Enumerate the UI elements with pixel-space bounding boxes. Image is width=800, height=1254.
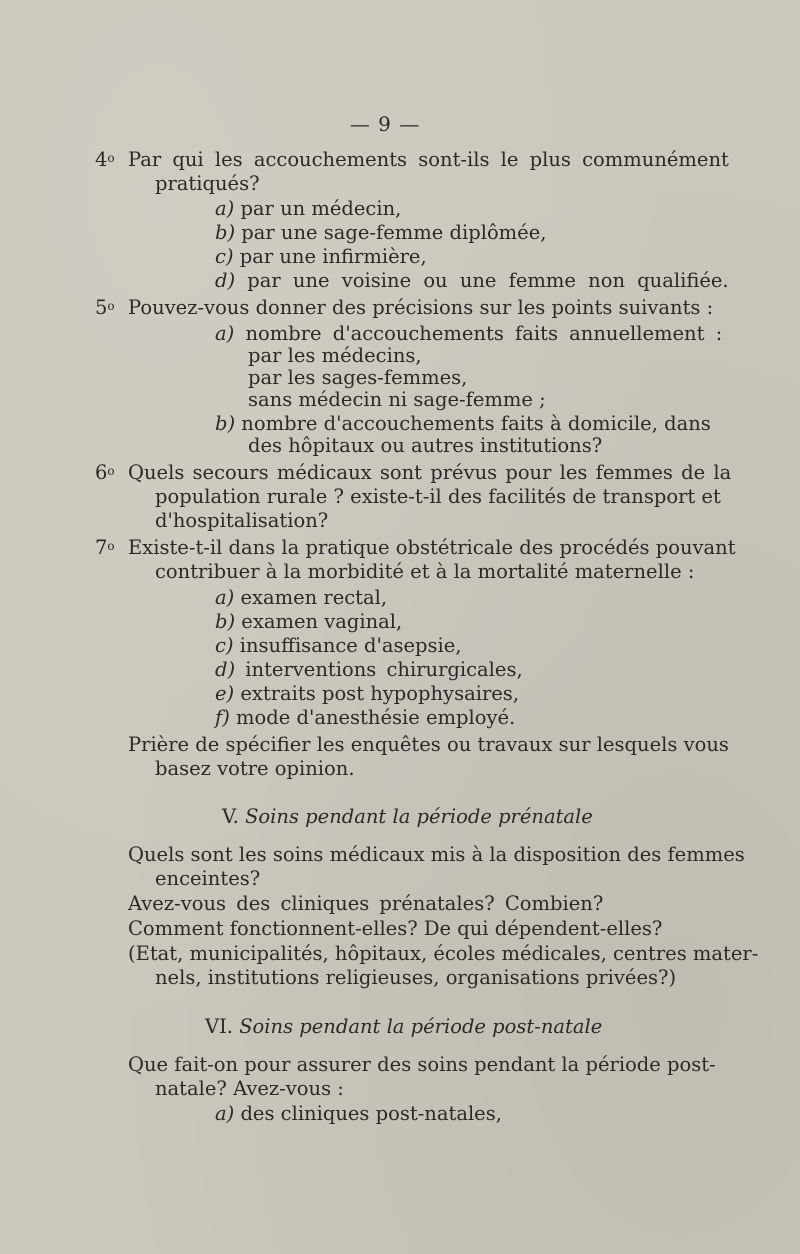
question-6-line-1: Quels secours médicaux sont prévus pour les femmes de la — [128, 461, 732, 484]
section-vi-heading: VI. Soins pendant la période post-natale — [205, 1015, 603, 1038]
question-5-item-a-line-3: par les sages-femmes, — [248, 366, 468, 389]
section-vi-paragraph-1-line-1: Que fait-on pour assurer des soins pendant la période post- — [128, 1053, 716, 1076]
question-6-line-3: d'hospitalisation? — [155, 509, 329, 532]
question-5-item-a-line-4: sans médecin ni sage-femme ; — [248, 388, 546, 411]
question-7-line-1: Existe-t-il dans la pratique obstétricale des procédés pouvant — [128, 536, 736, 559]
question-7-item-f: f) mode d'anesthésie employé. — [215, 706, 516, 729]
question-5-line-1: Pouvez-vous donner des précisions sur les points suivants : — [128, 296, 714, 319]
question-4-line-2: pratiqués? — [155, 172, 260, 195]
question-4-item-a: a) par un médecin, — [215, 197, 402, 220]
question-7-item-d: d) interventions chirurgicales, — [215, 658, 523, 681]
question-7-item-b: b) examen vaginal, — [215, 610, 403, 633]
section-v-paragraph-3: Comment fonctionnent-elles? De qui dépendent-elles? — [128, 917, 663, 940]
question-7-item-e: e) extraits post hypophysaires, — [215, 682, 520, 705]
section-vi-paragraph-1-line-2: natale? Avez-vous : — [155, 1077, 344, 1100]
question-4-number: 4$^o$ — [95, 148, 115, 171]
question-6-line-2: population rurale ? existe-t-il des facilités de transport et — [155, 485, 721, 508]
question-7-note-line-2: basez votre opinion. — [155, 757, 355, 780]
question-7-item-c: c) insuffisance d'asepsie, — [215, 634, 462, 657]
question-5-item-b: b) nombre d'accouchements faits à domicile, dans — [215, 412, 711, 435]
question-4-item-d: d) par une voisine ou une femme non qualifiée. — [215, 269, 729, 292]
question-7-number: 7$^o$ — [95, 536, 115, 559]
question-7-note-line-1: Prière de spécifier les enquêtes ou travaux sur lesquels vous — [128, 733, 729, 756]
question-4-item-b: b) par une sage-femme diplômée, — [215, 221, 547, 244]
section-vi-item-a: a) des cliniques post-natales, — [215, 1102, 502, 1125]
question-5-item-b-line-2: des hôpitaux ou autres institutions? — [248, 434, 603, 457]
question-4-item-c: c) par une infirmière, — [215, 245, 427, 268]
page-number: — 9 — — [349, 112, 421, 136]
question-4-line-1: Par qui les accouchements sont-ils le plus communément — [128, 148, 729, 171]
question-6-number: 6$^o$ — [95, 461, 115, 484]
question-7-item-a: a) examen rectal, — [215, 586, 388, 609]
section-v-paragraph-2: Avez-vous des cliniques prénatales? Combien? — [128, 892, 604, 915]
section-v-heading: V. Soins pendant la période prénatale — [222, 805, 593, 828]
section-v-paragraph-4-line-1: (Etat, municipalités, hôpitaux, écoles médicales, centres mater- — [128, 942, 759, 965]
section-v-paragraph-4-line-2: nels, institutions religieuses, organisations privées?) — [155, 966, 677, 989]
section-v-paragraph-1-line-2: enceintes? — [155, 867, 261, 890]
question-5-item-a: a) nombre d'accouchements faits annuellement : — [215, 322, 723, 345]
question-7-line-2: contribuer à la morbidité et à la mortalité maternelle : — [155, 560, 695, 583]
question-5-item-a-line-2: par les médecins, — [248, 344, 422, 367]
section-v-paragraph-1-line-1: Quels sont les soins médicaux mis à la disposition des femmes — [128, 843, 745, 866]
question-5-number: 5$^o$ — [95, 296, 115, 319]
